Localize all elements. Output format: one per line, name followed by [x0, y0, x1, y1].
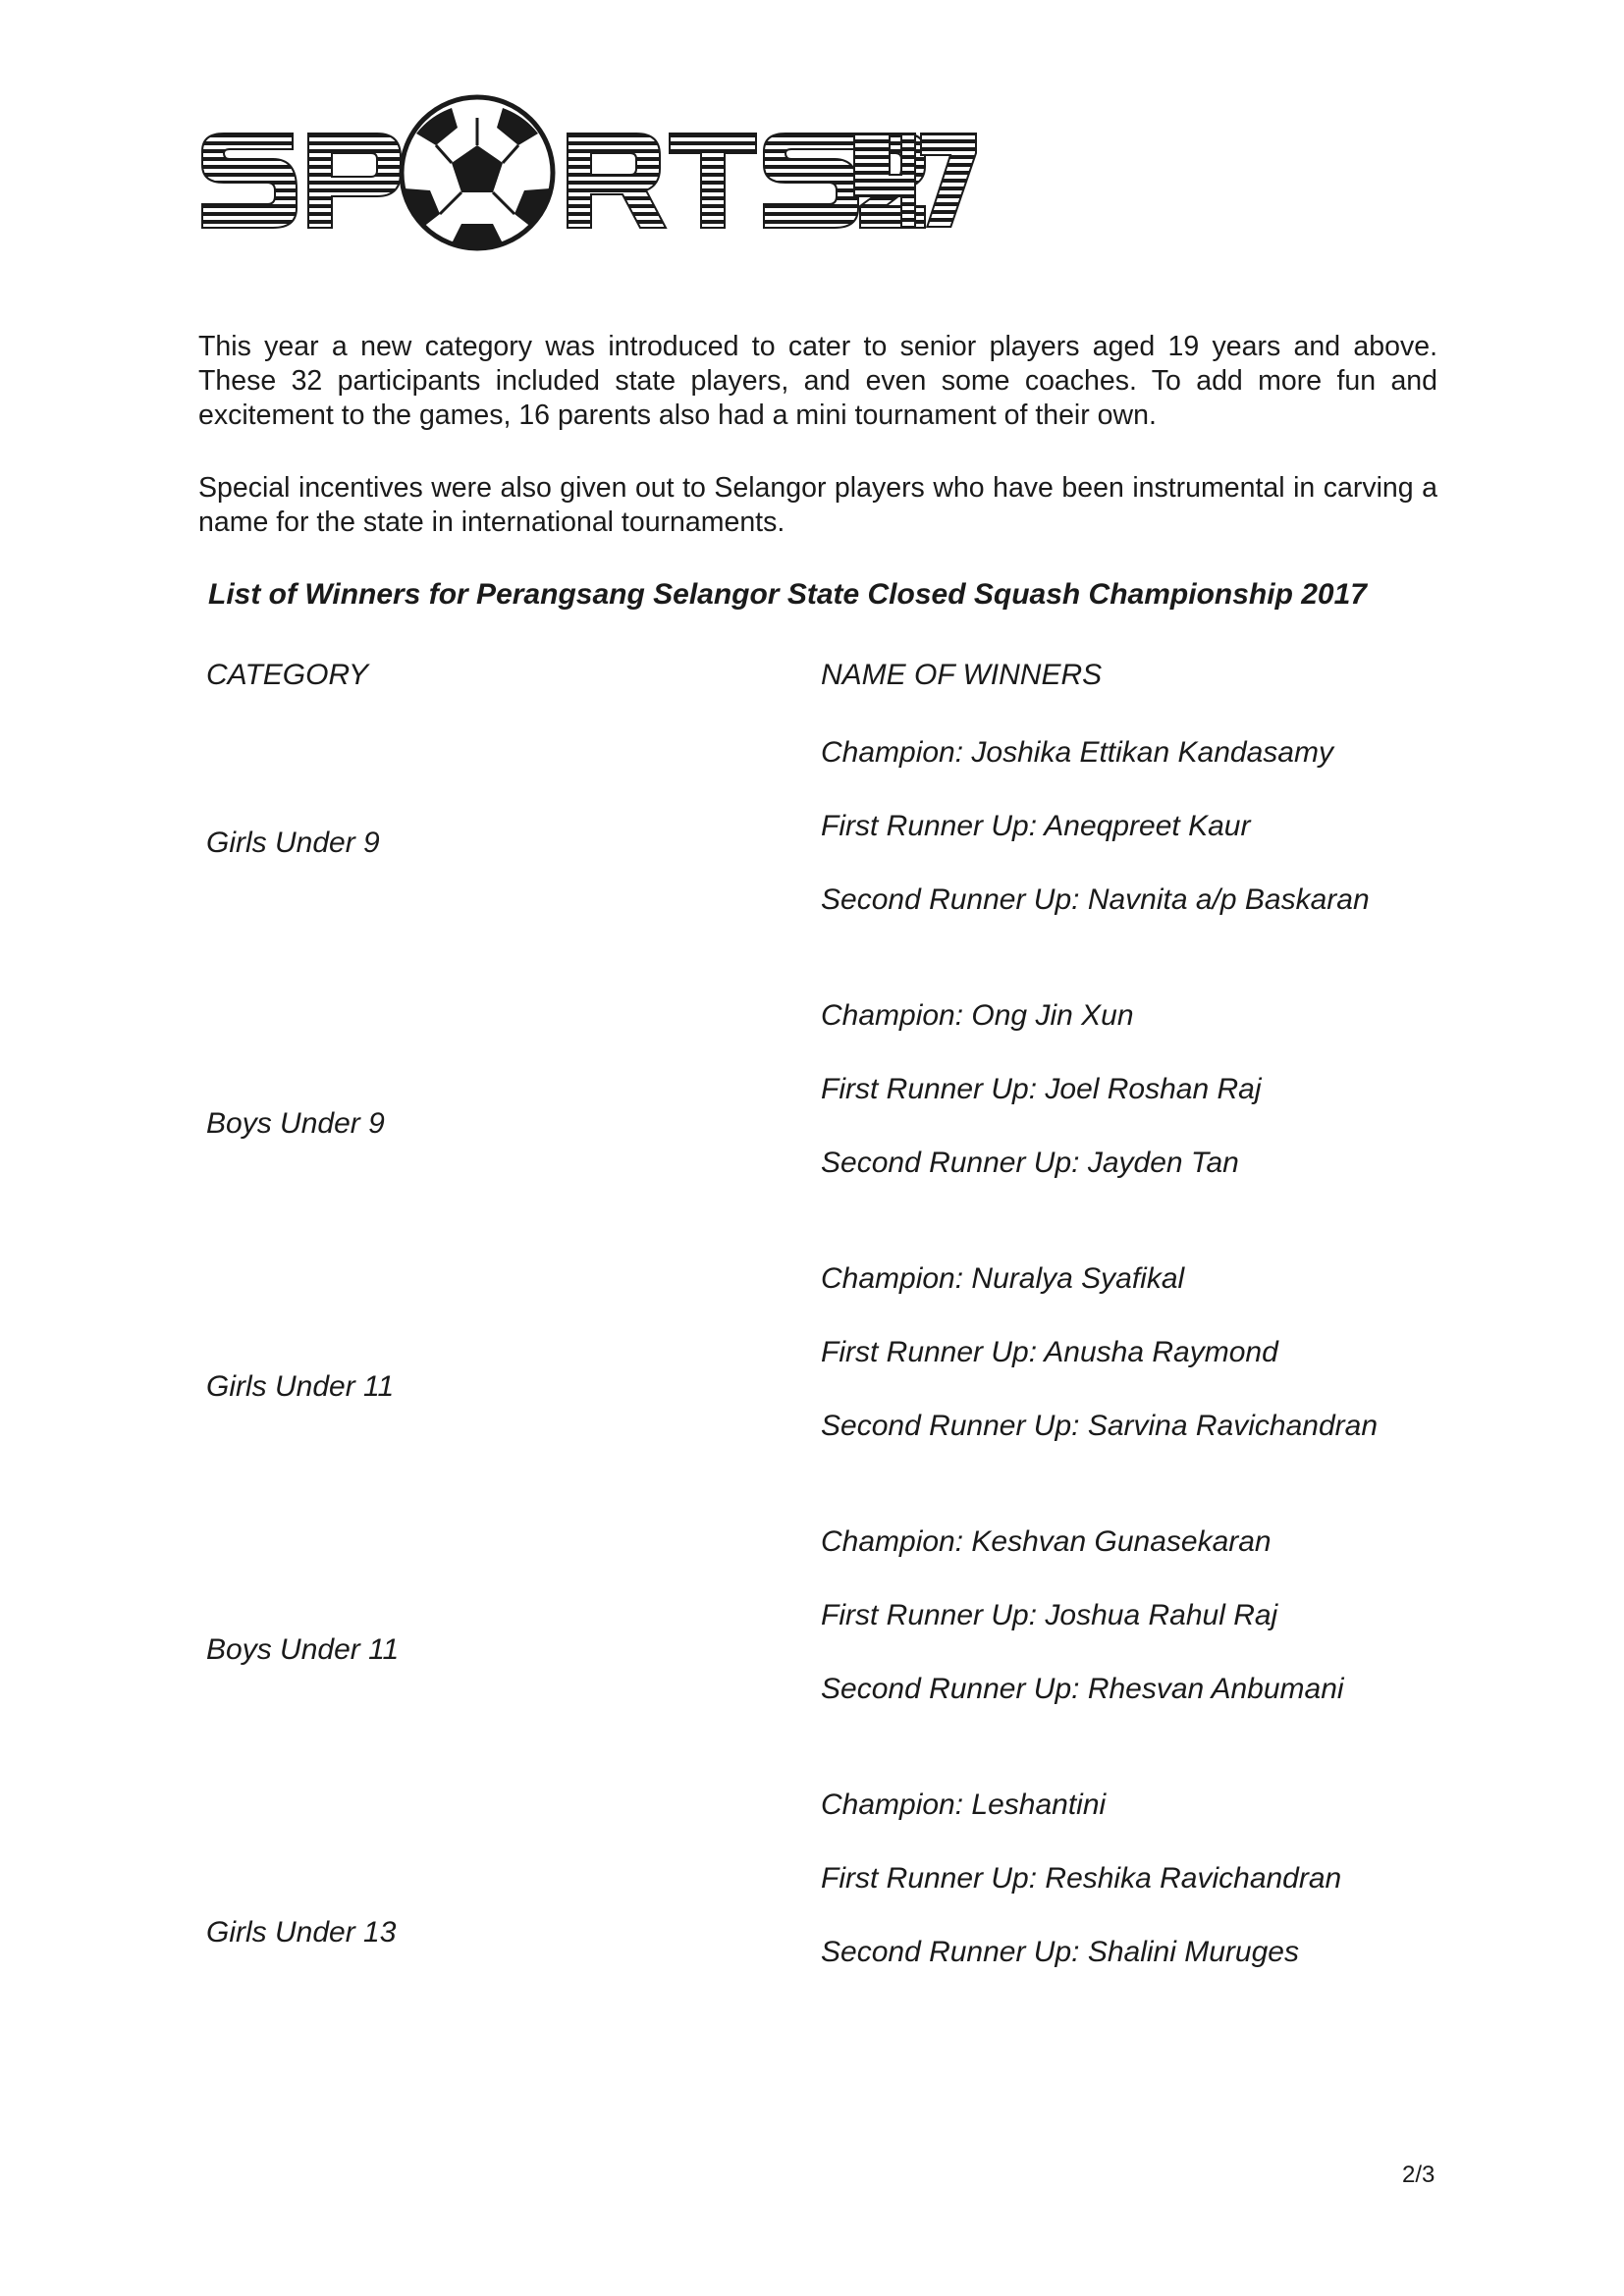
first-runner-up-cell: First Runner Up: Joshua Rahul Raj	[821, 1599, 1278, 1631]
winners-list-title: List of Winners for Perangsang Selangor State Closed Squash Championship 2017	[208, 578, 1367, 611]
second-runner-up-cell: Second Runner Up: Navnita a/p Baskaran	[821, 883, 1370, 916]
first-runner-up-cell: First Runner Up: Aneqpreet Kaur	[821, 810, 1251, 842]
second-runner-up-cell: Second Runner Up: Shalini Muruges	[821, 1936, 1299, 1968]
second-runner-up-cell: Second Runner Up: Sarvina Ravichandran	[821, 1410, 1378, 1442]
intro-paragraph: This year a new category was introduced to cater to senior players aged 19 years and above. These 32 participants included state players, and even some coaches. To add more fun and excitement to the games, 16 parents also had a mini tournament of their own.	[198, 331, 1437, 431]
category-cell: Girls Under 9	[206, 827, 380, 859]
incentives-paragraph: Special incentives were also given out to Selangor players who have been instrumental in carving a name for the state in international tournaments.	[198, 472, 1437, 538]
first-runner-up-cell: First Runner Up: Reshika Ravichandran	[821, 1862, 1342, 1895]
champion-cell: Champion: Nuralya Syafikal	[821, 1262, 1185, 1295]
champion-cell: Champion: Leshantini	[821, 1789, 1107, 1821]
second-runner-up-cell: Second Runner Up: Rhesvan Anbumani	[821, 1673, 1344, 1705]
second-runner-up-cell: Second Runner Up: Jayden Tan	[821, 1147, 1239, 1179]
logo-digits	[852, 124, 978, 228]
winners-column-header: NAME OF WINNERS	[821, 659, 1103, 691]
page-number: 2/3	[1402, 2162, 1435, 2188]
category-cell: Boys Under 9	[206, 1107, 385, 1140]
category-cell: Boys Under 11	[206, 1633, 400, 1666]
soccer-ball-icon	[402, 97, 553, 248]
category-cell: Girls Under 13	[206, 1916, 397, 1949]
category-column-header: CATEGORY	[206, 659, 369, 691]
category-cell: Girls Under 11	[206, 1370, 395, 1403]
champion-cell: Champion: Ong Jin Xun	[821, 999, 1134, 1032]
champion-cell: Champion: Keshvan Gunasekaran	[821, 1525, 1272, 1558]
champion-cell: Champion: Joshika Ettikan Kandasamy	[821, 736, 1333, 769]
first-runner-up-cell: First Runner Up: Joel Roshan Raj	[821, 1073, 1262, 1105]
first-runner-up-cell: First Runner Up: Anusha Raymond	[821, 1336, 1278, 1368]
